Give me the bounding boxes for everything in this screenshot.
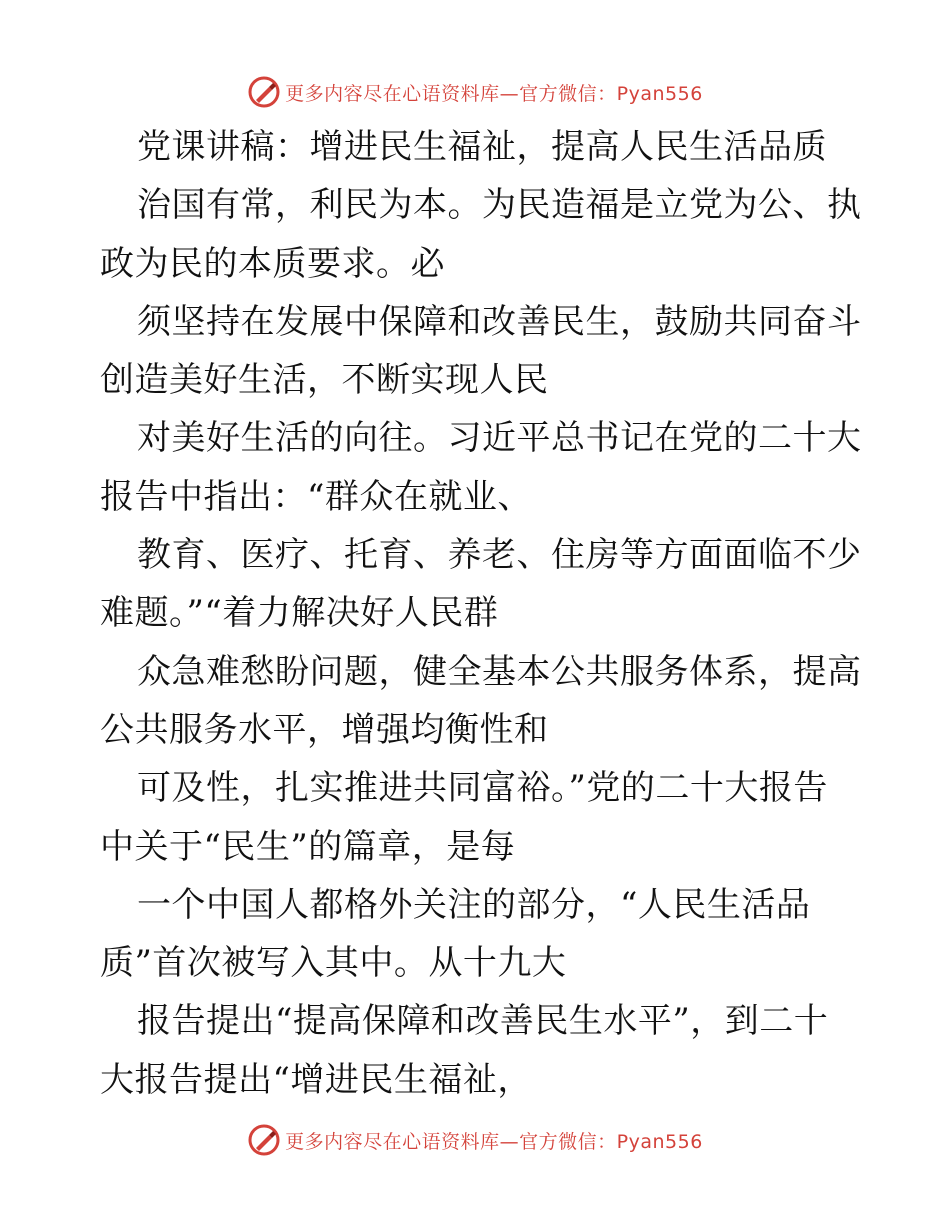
text-line: 众急难愁盼问题，健全基本公共服务体系，提高 <box>137 651 862 692</box>
header-watermark <box>0 72 950 112</box>
text-line: 政为民的本质要求。必 <box>100 243 445 284</box>
text-line: 治国有常，利民为本。为民造福是立党为公、执 <box>137 185 862 226</box>
text-line: 公共服务水平，增强均衡性和 <box>100 709 549 750</box>
watermark-text: 更多内容尽在心语资料库—官方微信：Pyan556 <box>285 1130 703 1153</box>
text-line: 质”首次被写入其中。从十九大 <box>100 943 567 984</box>
text-line: 中关于“民生”的篇章，是每 <box>100 826 516 867</box>
document-title: 党课讲稿：增进民生福祉，提高人民生活品质 <box>137 127 827 167</box>
text-line: 须坚持在发展中保障和改善民生，鼓励共同奋斗 <box>137 301 862 342</box>
pen-nib-logo-icon <box>247 1123 281 1157</box>
text-line: 创造美好生活，不断实现人民 <box>100 360 549 401</box>
watermark-text: 更多内容尽在心语资料库—官方微信：Pyan556 <box>285 82 703 105</box>
text-line: 报告中指出：“群众在就业、 <box>100 476 532 517</box>
pen-nib-logo-icon <box>247 75 281 109</box>
text-line: 一个中国人都格外关注的部分，“人民生活品 <box>137 884 811 925</box>
text-line: 可及性，扎实推进共同富裕。”党的二十大报告 <box>137 768 828 809</box>
text-line: 报告提出“提高保障和改善民生水平”，到二十 <box>137 1001 829 1042</box>
text-line: 大报告提出“增进民生福祉， <box>100 1059 532 1100</box>
text-line: 难题。”“着力解决好人民群 <box>100 593 499 634</box>
document-body <box>100 118 860 1109</box>
footer-watermark <box>0 1120 950 1160</box>
text-line: 对美好生活的向往。习近平总书记在党的二十大 <box>137 418 862 459</box>
text-line: 教育、医疗、托育、养老、住房等方面面临不少 <box>137 535 862 576</box>
